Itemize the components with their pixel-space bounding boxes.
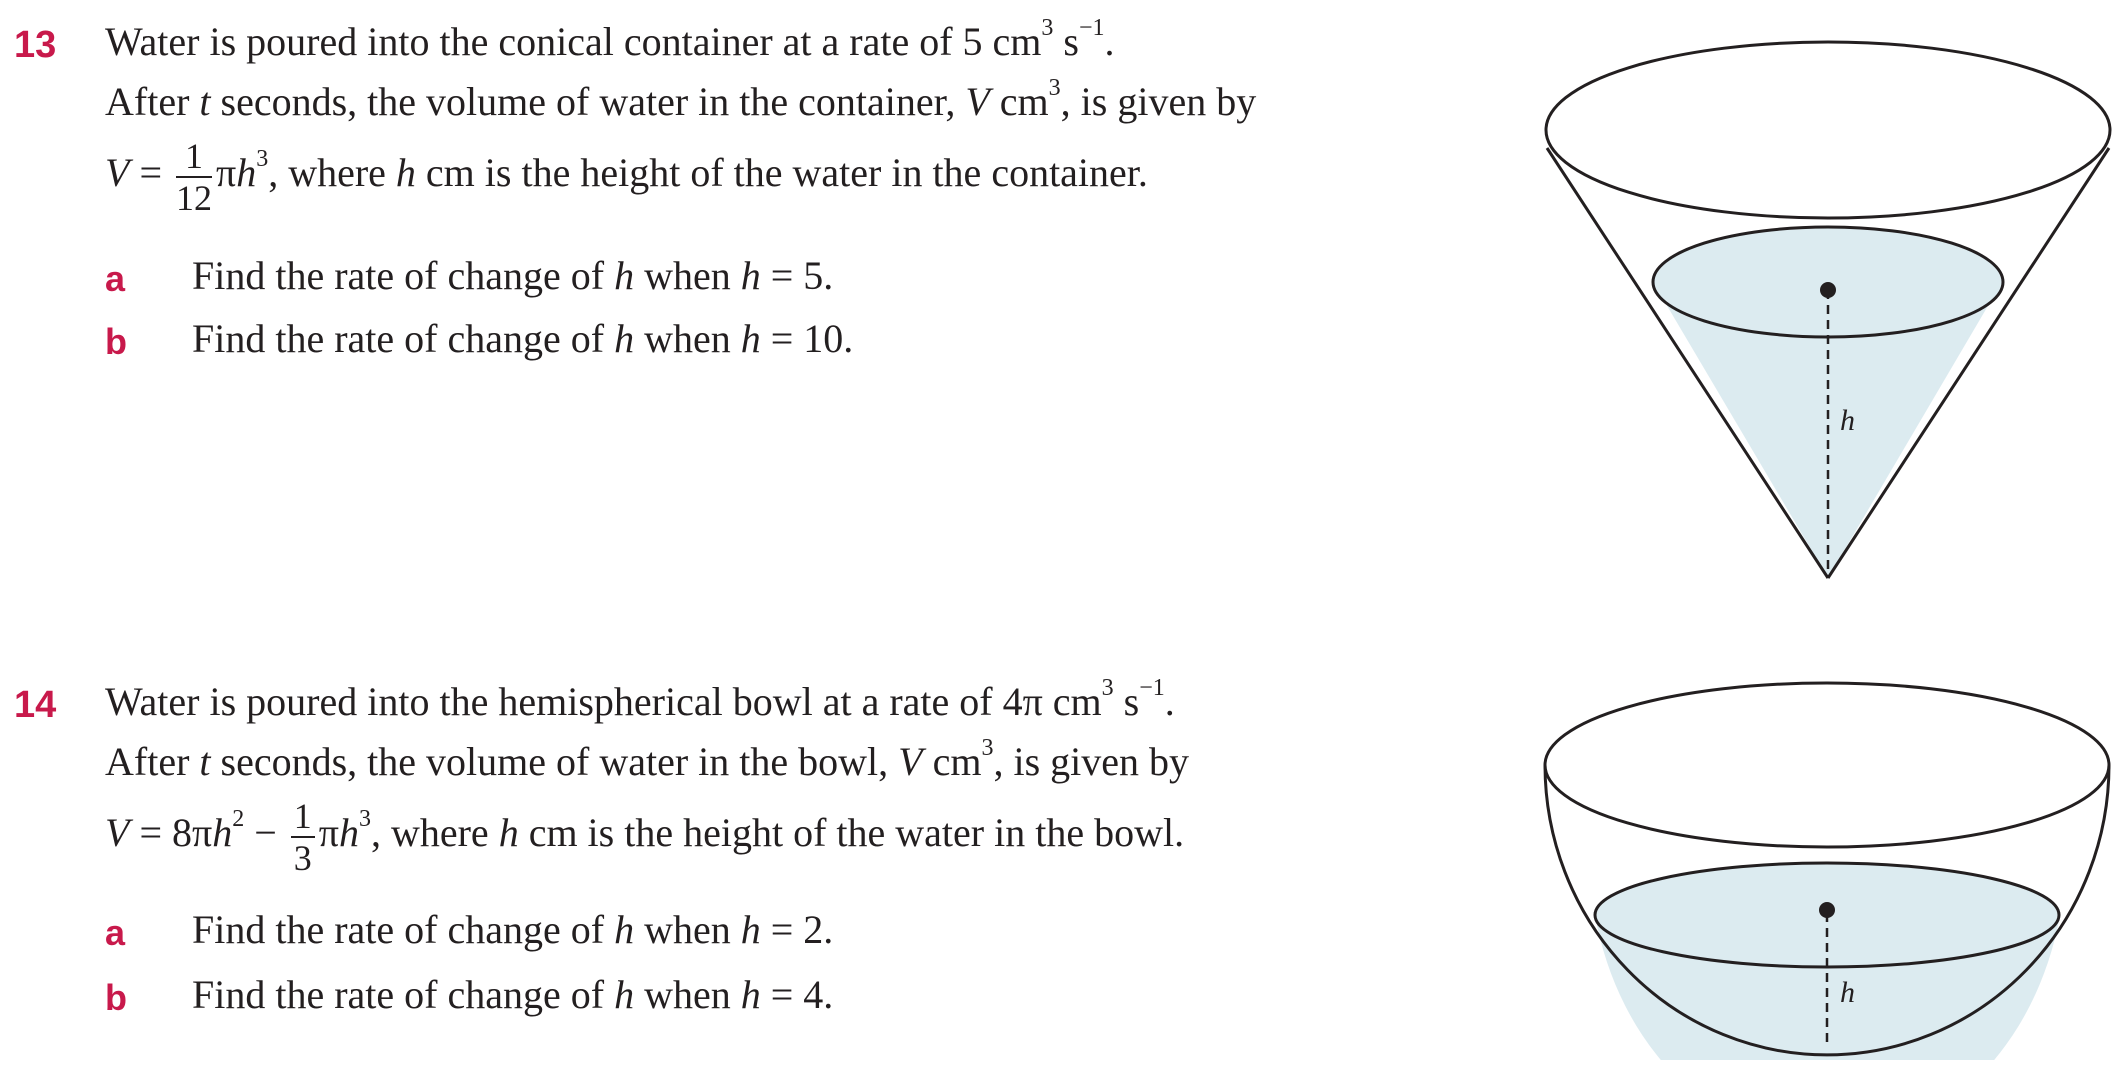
q14-line-1: Water is poured into the hemispherical bowl at a rate of 4π $cm^3$ $s^{-1}$. xyxy=(105,674,1175,724)
q14-line-2: After t seconds, the volume of water in the bowl, V $cm^3$, is given by xyxy=(105,734,1190,784)
surface-center-dot xyxy=(1819,902,1835,918)
part-text-b: Find the rate of change of h when h = 10. xyxy=(192,316,854,361)
part-label-b: b xyxy=(105,321,127,362)
cone-rim xyxy=(1546,42,2110,218)
part-label-a: a xyxy=(105,258,126,299)
q13-line-2: After t seconds, the volume of water in the container, V $cm^3$, is given by xyxy=(105,74,1257,124)
fraction: $\frac{1}{12}$ xyxy=(176,136,212,218)
part-text-b: Find the rate of change of h when h = 4. xyxy=(192,972,834,1017)
surface-center-dot xyxy=(1820,282,1836,298)
conical-container-figure xyxy=(1530,30,2120,590)
q14-formula-line: $V = 8\pi h^2$ − $\frac{1}{3}$ $\pi h^3$, where h cm is the height of the water in the bowl. xyxy=(105,796,1185,878)
height-label: h xyxy=(1840,404,1855,437)
question-number: 13 xyxy=(14,24,57,66)
part-text-a: Find the rate of change of h when h = 2. xyxy=(192,907,834,952)
height-label: h xyxy=(1840,976,1855,1009)
q13-formula-line: V = $\frac{1}{12}$ $\pi h^3$, where h cm is the height of the water in the container. xyxy=(105,136,1148,218)
part-label-b: b xyxy=(105,977,127,1018)
part-text-a: Find the rate of change of h when h = 5. xyxy=(192,253,834,298)
question-number: 14 xyxy=(14,684,57,726)
q13-line-1: Water is poured into the conical container at a rate of 5 $cm^3$ $s^{-1}$. xyxy=(105,14,1115,64)
part-label-a: a xyxy=(105,912,126,953)
fraction: $\frac{1}{3}$ xyxy=(291,798,315,876)
hemispherical-bowl-figure xyxy=(1530,675,2120,1060)
bowl-rim xyxy=(1545,683,2109,847)
